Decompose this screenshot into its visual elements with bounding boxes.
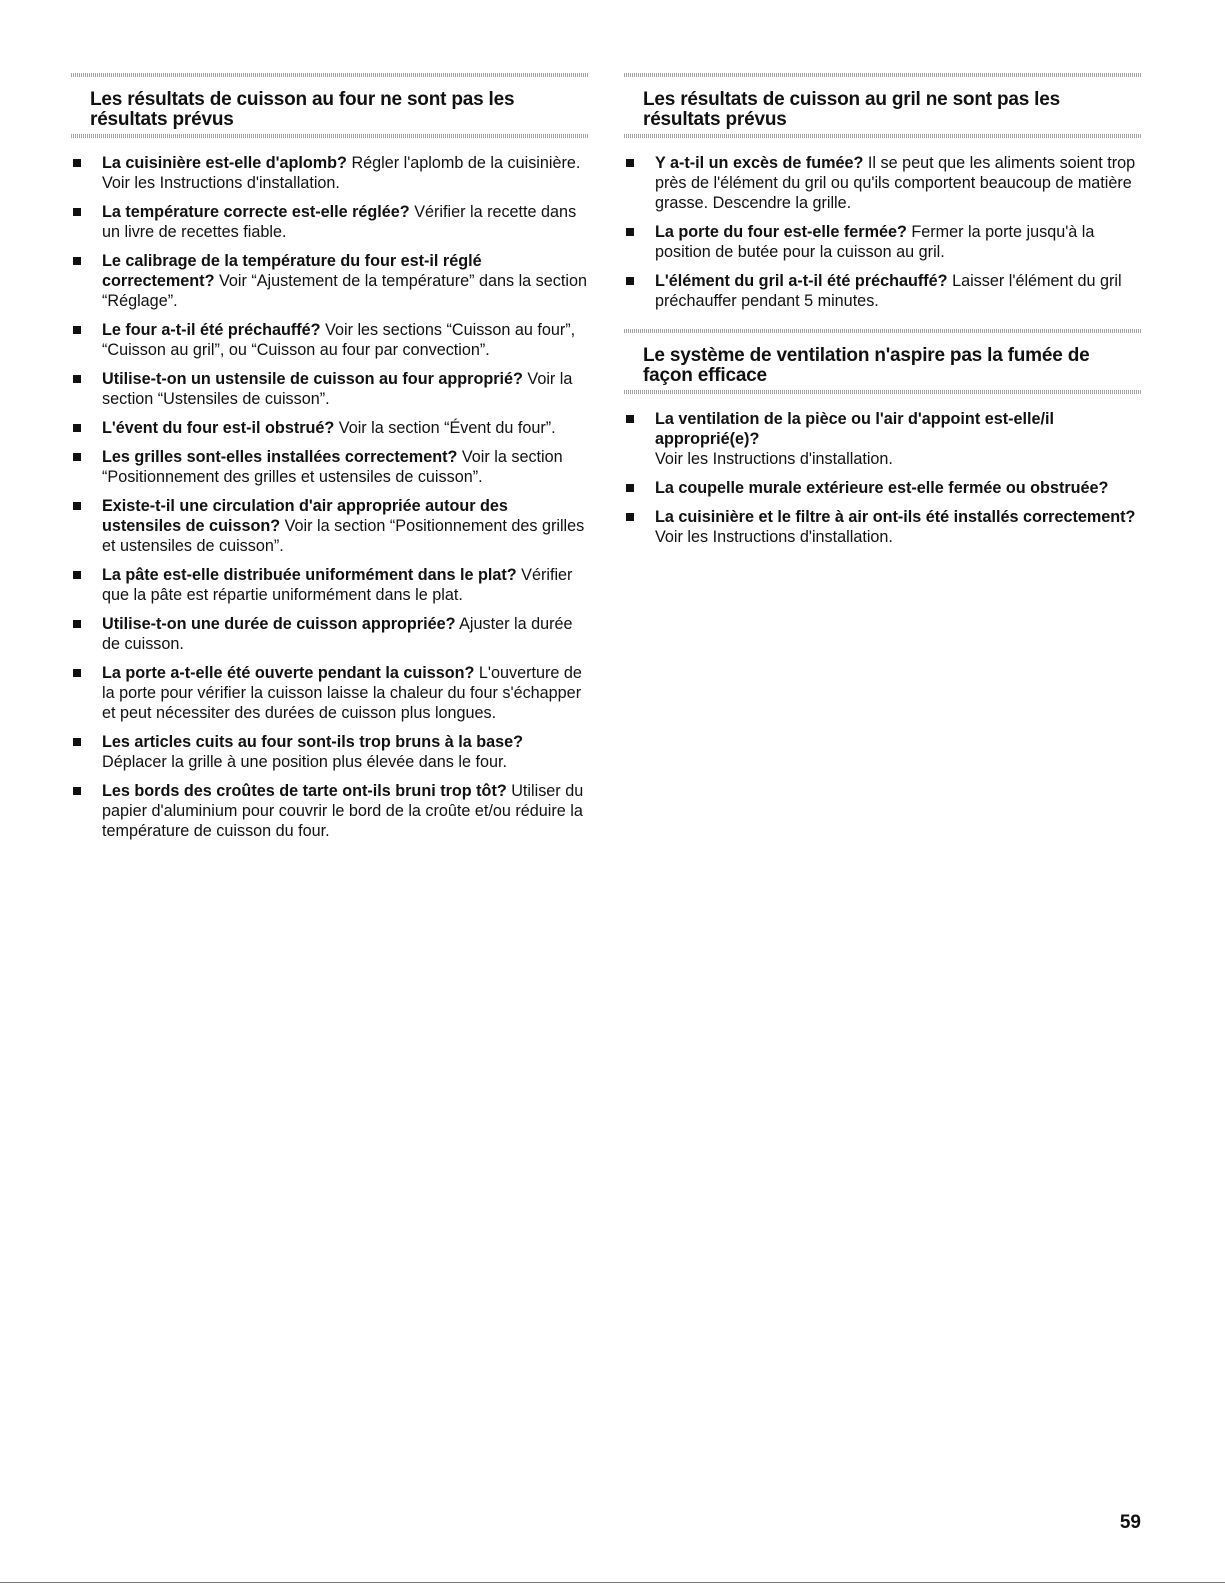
- list-item: [71, 369, 589, 409]
- question-text: Les bords des croûtes de tarte ont-ils bruni trop tôt?: [102, 782, 507, 800]
- list-item: [624, 271, 1142, 311]
- section-heading: Les résultats de cuisson au four ne sont pas les résultats prévus: [90, 89, 515, 130]
- square-bullet-icon: [73, 326, 81, 334]
- troubleshooting-section: [624, 73, 1142, 311]
- question-text: La ventilation de la pièce ou l'air d'appoint est-elle/il approprié(e)?: [655, 410, 1054, 448]
- answer-text: Vérifier que la pâte est répartie uniformément dans le plat.: [102, 566, 573, 604]
- list-item: [71, 418, 589, 438]
- answer-text: Voir la section “Positionnement des grilles et ustensiles de cuisson”.: [102, 448, 563, 486]
- answer-text: Il se peut que les aliments soient trop près de l'élément du gril ou qu'ils comportent beaucoup de matière grasse. Descendre la grille.: [655, 154, 1136, 212]
- question-text: L'évent du four est-il obstrué?: [102, 419, 335, 437]
- list-item: [71, 614, 589, 654]
- square-bullet-icon: [73, 571, 81, 579]
- square-bullet-icon: [626, 415, 634, 423]
- question-list: [624, 153, 1142, 311]
- square-bullet-icon: [73, 787, 81, 795]
- question-text: Les grilles sont-elles installées correctement?: [102, 448, 458, 466]
- question-text: Utilise-t-on un ustensile de cuisson au four approprié?: [102, 370, 523, 388]
- section-heading: Le système de ventilation n'aspire pas la fumée de façon efficace: [643, 345, 1090, 386]
- square-bullet-icon: [73, 738, 81, 746]
- list-item: [71, 447, 589, 487]
- question-text: La porte du four est-elle fermée?: [655, 223, 907, 241]
- question-text: La coupelle murale extérieure est-elle fermée ou obstruée?: [655, 479, 1109, 497]
- section-bottom-rule: [624, 134, 1142, 138]
- square-bullet-icon: [626, 513, 634, 521]
- list-item: [71, 251, 589, 311]
- answer-text: Régler l'aplomb de la cuisinière. Voir les Instructions d'installation.: [102, 154, 581, 192]
- answer-text: Voir la section “Positionnement des grilles et ustensiles de cuisson”.: [102, 517, 585, 555]
- answer-text: Voir les sections “Cuisson au four”, “Cuisson au gril”, ou “Cuisson au four par convection”.: [102, 321, 576, 359]
- square-bullet-icon: [73, 620, 81, 628]
- question-text: Les articles cuits au four sont-ils trop bruns à la base?: [102, 733, 523, 751]
- section-bottom-rule: [624, 390, 1142, 394]
- question-text: Utilise-t-on une durée de cuisson appropriée?: [102, 615, 456, 633]
- question-text: Existe-t-il une circulation d'air appropriée autour des ustensiles de cuisson?: [102, 497, 508, 535]
- square-bullet-icon: [626, 277, 634, 285]
- square-bullet-icon: [626, 484, 634, 492]
- question-text: La température correcte est-elle réglée?: [102, 203, 410, 221]
- square-bullet-icon: [73, 375, 81, 383]
- section-top-rule: [71, 73, 589, 77]
- question-text: La pâte est-elle distribuée uniformément dans le plat?: [102, 566, 517, 584]
- question-text: Le calibrage de la température du four est-il réglé correctement?: [102, 252, 482, 290]
- question-text: La porte a-t-elle été ouverte pendant la cuisson?: [102, 664, 475, 682]
- list-item: [71, 496, 589, 556]
- square-bullet-icon: [73, 669, 81, 677]
- square-bullet-icon: [626, 159, 634, 167]
- question-text: La cuisinière et le filtre à air ont-ils été installés correctement?: [655, 508, 1136, 526]
- answer-text: Voir les Instructions d'installation.: [655, 528, 893, 546]
- square-bullet-icon: [73, 502, 81, 510]
- answer-text: Voir la section “Évent du four”.: [338, 419, 556, 437]
- answer-text: Voir “Ajustement de la température” dans la section “Réglage”.: [102, 272, 587, 310]
- list-item: [71, 153, 589, 193]
- section-heading: Les résultats de cuisson au gril ne sont pas les résultats prévus: [643, 89, 1060, 130]
- question-list: [624, 409, 1142, 547]
- list-item: [71, 202, 589, 242]
- answer-text: Fermer la porte jusqu'à la position de butée pour la cuisson au gril.: [655, 223, 1095, 261]
- list-item: [624, 409, 1142, 469]
- answer-text: L'ouverture de la porte pour vérifier la cuisson laisse la chaleur du four s'échapper et peut nécessiter des durées de cuisson plus longues.: [102, 664, 582, 722]
- answer-text: Laisser l'élément du gril préchauffer pendant 5 minutes.: [655, 272, 1122, 310]
- question-text: Le four a-t-il été préchauffé?: [102, 321, 321, 339]
- page-number: 59: [1119, 1512, 1141, 1533]
- list-item: [624, 222, 1142, 262]
- square-bullet-icon: [73, 257, 81, 265]
- section-bottom-rule: [71, 134, 589, 138]
- answer-text: Utiliser du papier d'aluminium pour couvrir le bord de la croûte et/ou réduire la température de cuisson du four.: [102, 782, 584, 840]
- list-item: [71, 781, 589, 841]
- left-column: [71, 73, 589, 859]
- section-top-rule: [624, 73, 1142, 77]
- answer-text: Voir les Instructions d'installation.: [655, 450, 893, 468]
- list-item: [71, 732, 589, 772]
- question-list: [71, 153, 589, 841]
- list-item: [71, 663, 589, 723]
- page-bottom-rule: [0, 1582, 1225, 1583]
- list-item: [71, 565, 589, 605]
- answer-text: Ajuster la durée de cuisson.: [102, 615, 573, 653]
- square-bullet-icon: [73, 159, 81, 167]
- troubleshooting-section: [624, 329, 1142, 547]
- right-column: [624, 73, 1142, 565]
- square-bullet-icon: [73, 424, 81, 432]
- question-text: La cuisinière est-elle d'aplomb?: [102, 154, 347, 172]
- list-item: [624, 153, 1142, 213]
- answer-text: Déplacer la grille à une position plus élevée dans le four.: [102, 753, 507, 771]
- list-item: [624, 478, 1142, 498]
- list-item: [71, 320, 589, 360]
- question-text: Y a-t-il un excès de fumée?: [655, 154, 864, 172]
- square-bullet-icon: [73, 208, 81, 216]
- square-bullet-icon: [626, 228, 634, 236]
- list-item: [624, 507, 1142, 547]
- square-bullet-icon: [73, 453, 81, 461]
- section-top-rule: [624, 329, 1142, 333]
- question-text: L'élément du gril a-t-il été préchauffé?: [655, 272, 948, 290]
- troubleshooting-section: [71, 73, 589, 841]
- answer-text: Voir la section “Ustensiles de cuisson”.: [102, 370, 573, 408]
- answer-text: Vérifier la recette dans un livre de recettes fiable.: [102, 203, 577, 241]
